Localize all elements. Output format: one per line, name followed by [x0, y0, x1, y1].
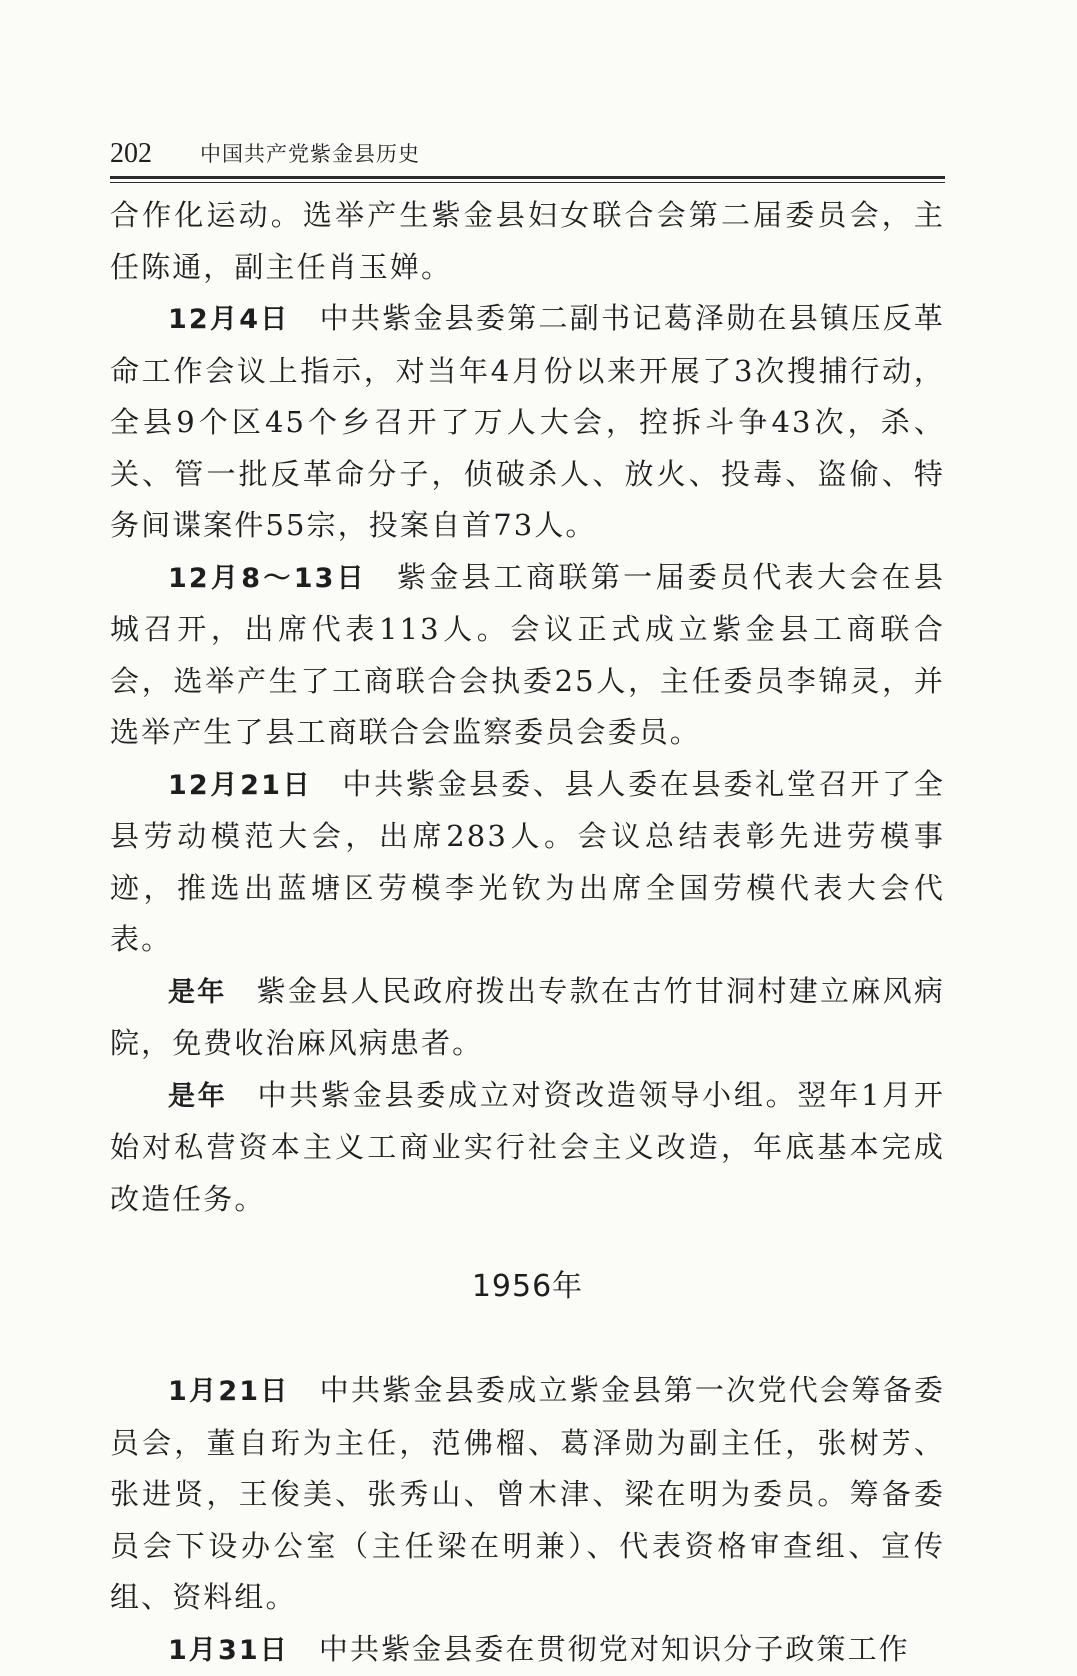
- year-heading: 1956年: [110, 1267, 945, 1307]
- entry-text: 中共紫金县委第二副书记葛泽勋在县镇压反革命工作会议上指示，对当年4月份以来开展了3次搜捕行动，全县9个区45个乡召开了万人大会，控拆斗争43次，杀、关、管一批反革命分子，侦破杀人、放火、投毒、盗偷、特务间谍案件55宗，投案自首73人。: [110, 301, 945, 542]
- entry-paragraph: [110, 190, 945, 293]
- entry-paragraph: [110, 1365, 945, 1624]
- entry-text: 合作化运动。选举产生紫金县妇女联合会第二届委员会，主任陈通，副主任肖玉婵。: [110, 198, 945, 284]
- entry-date: 是年: [168, 1081, 228, 1112]
- entry-text: 中共紫金县委成立对资改造领导小组。翌年1月开始对私营资本主义工商业实行社会主义改造，年底基本完成改造任务。: [110, 1078, 945, 1216]
- page-header: [110, 136, 945, 172]
- page-number: 202: [110, 136, 152, 172]
- entry-date: 12月21日: [168, 770, 312, 801]
- entry-paragraph: [110, 293, 945, 552]
- entry-text: 紫金县工商联第一届委员代表大会在县城召开，出席代表113人。会议正式成立紫金县工商联合会，选举产生了工商联合会执委25人，主任委员李锦灵，并选举产生了县工商联合会监察委员会委员。: [110, 560, 945, 750]
- header-rule-thick: [110, 176, 945, 179]
- entry-paragraph: [110, 759, 945, 966]
- entry-paragraph: [110, 966, 945, 1070]
- entry-paragraph: [110, 552, 945, 759]
- entry-date: 12月4日: [168, 304, 290, 335]
- entry-paragraph: [110, 1070, 945, 1226]
- entry-text: 中共紫金县委在贯彻党对知识分子政策工作: [319, 1632, 910, 1666]
- page-body: [110, 190, 945, 1676]
- header-rule-thin: [110, 182, 945, 183]
- entry-date: 1月31日: [168, 1635, 289, 1666]
- entry-date: 1月21日: [168, 1376, 290, 1407]
- entry-text: 中共紫金县委成立紫金县第一次党代会筹备委员会，董自珩为主任，范佛榴、葛泽勋为副主任，张树芳、张进贤，王俊美、张秀山、曾木津、梁在明为委员。筹备委员会下设办公室（主任梁在明兼）、代表资格审查组、宣传组、资料组。: [110, 1373, 945, 1614]
- entry-date: 12月8～13日: [168, 563, 367, 594]
- entry-paragraph: [110, 1624, 945, 1676]
- entry-date: 是年: [168, 977, 227, 1008]
- entry-text: 紫金县人民政府拨出专款在古竹甘洞村建立麻风病院，免费收治麻风病患者。: [110, 974, 945, 1061]
- entry-text: 中共紫金县委、县人委在县委礼堂召开了全县劳动模范大会，出席283人。会议总结表彰先进劳模事迹，推选出蓝塘区劳模李光钦为出席全国劳模代表大会代表。: [110, 767, 945, 957]
- book-title: 中国共产党紫金县历史: [200, 136, 420, 172]
